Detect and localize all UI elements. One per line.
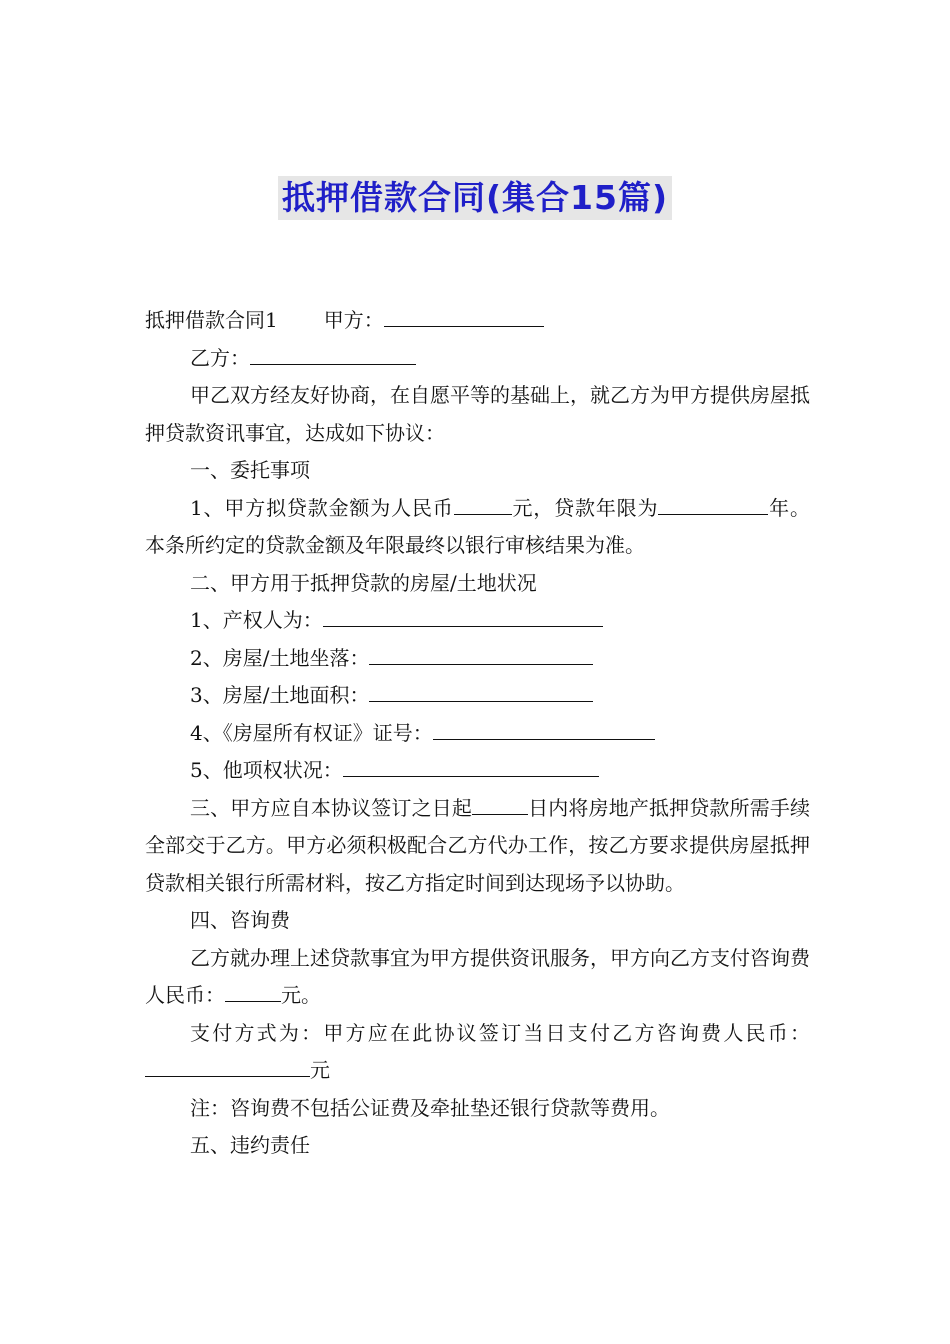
heading-property-status: 二、甲方用于抵押贷款的房屋/土地状况 bbox=[190, 570, 537, 595]
paragraph-location bbox=[145, 640, 810, 678]
loan-amount-text-3: 年。本条所约定的贷款金额及年限最终以银行审核结果为准。 bbox=[145, 495, 811, 557]
party-a-blank bbox=[384, 306, 544, 327]
paragraph-consulting-fee bbox=[145, 940, 810, 1015]
payment-amount-blank bbox=[145, 1056, 310, 1077]
paragraph-payment-method bbox=[145, 1015, 810, 1090]
paragraph-owner bbox=[145, 602, 810, 640]
payment-method-text-2: 元 bbox=[310, 1058, 330, 1082]
handover-text-1: 三、甲方应自本协议签订之日起 bbox=[190, 795, 472, 820]
consulting-fee-blank bbox=[225, 981, 281, 1002]
heading-entrusted-matters: 一、委托事项 bbox=[190, 458, 310, 482]
paragraph-preamble: 甲乙双方经友好协商，在自愿平等的基础上，就乙方为甲方提供房屋抵押贷款资讯事宜，达成如下协议： bbox=[145, 383, 810, 445]
paragraph-other-rights bbox=[145, 752, 810, 790]
paragraph-loan-amount bbox=[145, 490, 810, 565]
paragraph-area bbox=[145, 677, 810, 715]
paragraph-contract-header bbox=[145, 302, 810, 340]
contract-label: 抵押借款合同1 bbox=[145, 308, 278, 332]
loan-amount-blank bbox=[454, 494, 512, 515]
payment-method-text-1: 支付方式为：甲方应在此协议签订当日支付乙方咨询费人民币： bbox=[190, 1020, 810, 1045]
certificate-blank bbox=[433, 719, 655, 740]
paragraph-certificate-number bbox=[145, 715, 810, 753]
heading-liability: 五、违约责任 bbox=[190, 1133, 310, 1157]
party-b-label: 乙方： bbox=[190, 345, 250, 370]
party-b-blank bbox=[250, 344, 416, 365]
loan-amount-text-2: 元，贷款年限为 bbox=[511, 495, 659, 520]
title-container bbox=[0, 176, 950, 220]
consulting-fee-text-1: 乙方就办理上述贷款事宜为甲方提供资讯服务，甲方向乙方支付咨询费人民币： bbox=[145, 945, 810, 1007]
consulting-fee-text-2: 元。 bbox=[281, 983, 321, 1007]
location-label: 2、房屋/土地坐落： bbox=[190, 645, 370, 670]
handover-text-2: 日内将房地产抵押贷款所需手续全部交于乙方。甲方必须积极配合乙方代办工作，按乙方要求提供房屋抵押贷款相关银行所需材料，按乙方指定时间到达现场予以协助。 bbox=[145, 795, 810, 895]
paragraph-note: 注：咨询费不包括公证费及牵扯垫还银行贷款等费用。 bbox=[190, 1095, 670, 1120]
document-title: 抵押借款合同(集合15篇) bbox=[278, 176, 672, 220]
other-rights-label: 5、他项权状况： bbox=[190, 758, 343, 782]
paragraph-party-b bbox=[145, 340, 810, 378]
owner-blank bbox=[323, 606, 603, 627]
other-rights-blank bbox=[343, 756, 599, 777]
certificate-label: 4、《房屋所有权证》证号： bbox=[190, 720, 433, 745]
location-blank bbox=[369, 644, 593, 665]
heading-consulting-fee: 四、咨询费 bbox=[190, 908, 290, 932]
document-body bbox=[145, 302, 810, 1165]
area-blank bbox=[369, 681, 593, 702]
paragraph-handover bbox=[145, 790, 810, 903]
owner-label: 1、产权人为： bbox=[190, 608, 323, 632]
loan-amount-text-1: 1、甲方拟贷款金额为人民币 bbox=[190, 495, 454, 520]
party-a-label: 甲方： bbox=[323, 308, 384, 332]
handover-days-blank bbox=[472, 794, 528, 815]
loan-term-blank bbox=[658, 494, 768, 515]
area-label: 3、房屋/土地面积： bbox=[190, 683, 370, 707]
